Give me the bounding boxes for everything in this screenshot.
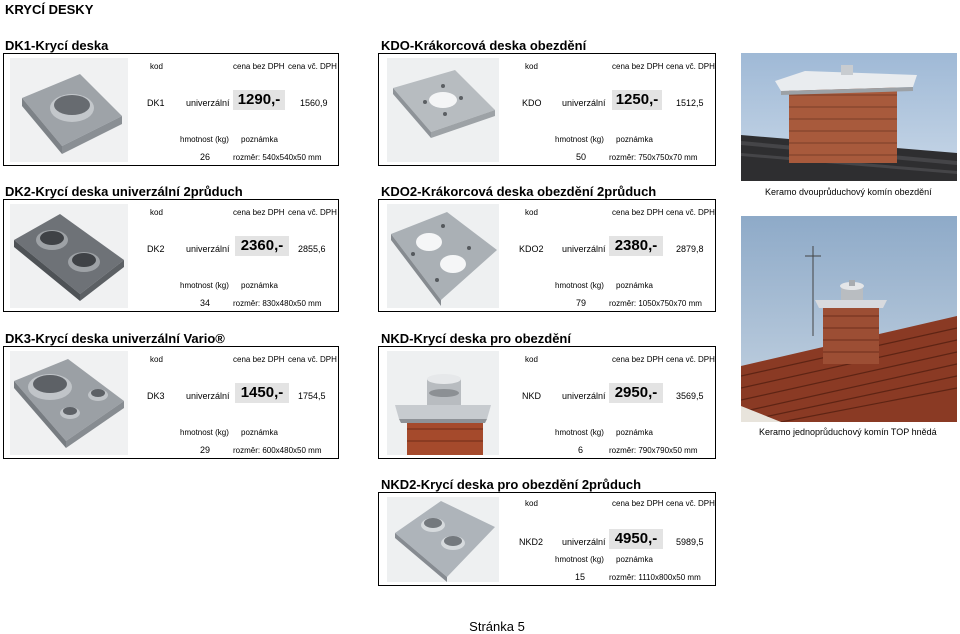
section-title-kdo: KDO-Krákorcová deska obezdění <box>381 38 587 53</box>
price-with-vat: 1560,9 <box>300 98 328 108</box>
header-cena-bez-dph: cena bez DPH <box>612 355 664 364</box>
chimney-caption-double: Keramo dvouprůduchový komín obezdění <box>765 187 932 197</box>
product-image-kdo <box>387 58 499 162</box>
product-image-nkd2 <box>387 497 499 582</box>
header-cena-vc-dph: cena vč. DPH <box>288 208 337 217</box>
header-hmotnost: hmotnost (kg) <box>180 281 229 290</box>
product-code: NKD2 <box>519 537 544 547</box>
price-with-vat: 2879,8 <box>676 244 704 254</box>
header-kod: kod <box>150 355 163 364</box>
product-weight: 34 <box>200 298 211 308</box>
product-note: rozměr: 540x540x50 mm <box>233 153 322 162</box>
header-kod: kod <box>525 208 538 217</box>
header-kod: kod <box>525 499 538 508</box>
header-kod: kod <box>525 62 538 71</box>
product-type: univerzální <box>562 244 606 254</box>
price-with-vat: 2855,6 <box>298 244 326 254</box>
product-type: univerzální <box>562 537 606 547</box>
header-hmotnost: hmotnost (kg) <box>180 428 229 437</box>
product-code: NKD <box>522 391 542 401</box>
product-card-dk1 <box>3 53 339 166</box>
product-code: DK2 <box>147 244 165 254</box>
price-without-vat: 2950,- <box>609 383 663 403</box>
chimney-photo-double <box>741 53 957 181</box>
header-cena-bez-dph: cena bez DPH <box>233 355 285 364</box>
product-note: rozměr: 790x790x50 mm <box>609 446 698 455</box>
header-poznamka: poznámka <box>616 135 653 144</box>
product-card-nkd <box>378 346 716 459</box>
header-kod: kod <box>150 62 163 71</box>
product-type: univerzální <box>562 391 606 401</box>
price-with-vat: 1754,5 <box>298 391 326 401</box>
header-cena-bez-dph: cena bez DPH <box>233 208 285 217</box>
product-card-nkd2 <box>378 492 716 586</box>
product-note: rozměr: 1110x800x50 mm <box>609 573 701 582</box>
header-poznamka: poznámka <box>616 555 653 564</box>
header-cena-vc-dph: cena vč. DPH <box>288 355 337 364</box>
price-without-vat: 1450,- <box>235 383 289 403</box>
product-type: univerzální <box>186 391 230 401</box>
product-image-dk1 <box>10 58 128 162</box>
header-hmotnost: hmotnost (kg) <box>555 281 604 290</box>
price-with-vat: 1512,5 <box>676 98 704 108</box>
header-cena-vc-dph: cena vč. DPH <box>288 62 337 71</box>
product-code: DK3 <box>147 391 165 401</box>
product-card-kdo2 <box>378 199 716 312</box>
price-without-vat: 1250,- <box>612 90 662 110</box>
price-with-vat: 3569,5 <box>676 391 704 401</box>
price-without-vat: 4950,- <box>609 529 663 549</box>
header-cena-bez-dph: cena bez DPH <box>233 62 285 71</box>
product-note: rozměr: 750x750x70 mm <box>609 153 698 162</box>
section-title-kdo2: KDO2-Krákorcová deska obezdění 2průduch <box>381 184 657 199</box>
product-weight: 29 <box>200 445 211 455</box>
product-weight: 50 <box>576 152 587 162</box>
product-weight: 26 <box>200 152 211 162</box>
product-note: rozměr: 1050x750x70 mm <box>609 299 702 308</box>
header-cena-vc-dph: cena vč. DPH <box>666 62 715 71</box>
price-with-vat: 5989,5 <box>676 537 704 547</box>
product-code: DK1 <box>147 98 165 108</box>
header-cena-bez-dph: cena bez DPH <box>612 62 664 71</box>
header-poznamka: poznámka <box>241 135 278 144</box>
product-image-dk2 <box>10 204 128 308</box>
header-hmotnost: hmotnost (kg) <box>555 555 604 564</box>
header-kod: kod <box>150 208 163 217</box>
product-code: KDO <box>522 98 542 108</box>
product-card-kdo <box>378 53 716 166</box>
product-weight: 6 <box>578 445 584 455</box>
product-image-nkd <box>387 351 499 455</box>
product-weight: 15 <box>575 572 586 582</box>
chimney-caption-single: Keramo jednoprůduchový komín TOP hnědá <box>759 427 937 437</box>
header-cena-vc-dph: cena vč. DPH <box>666 355 715 364</box>
product-type: univerzální <box>186 244 230 254</box>
header-hmotnost: hmotnost (kg) <box>180 135 229 144</box>
product-code: KDO2 <box>519 244 544 254</box>
header-cena-vc-dph: cena vč. DPH <box>666 208 715 217</box>
header-cena-bez-dph: cena bez DPH <box>612 208 664 217</box>
product-image-dk3 <box>10 351 128 455</box>
header-cena-vc-dph: cena vč. DPH <box>666 499 715 508</box>
product-note: rozměr: 830x480x50 mm <box>233 299 322 308</box>
section-title-dk1: DK1-Krycí deska <box>5 38 109 53</box>
product-weight: 79 <box>576 298 587 308</box>
header-poznamka: poznámka <box>241 428 278 437</box>
product-type: univerzální <box>186 98 230 108</box>
product-note: rozměr: 600x480x50 mm <box>233 446 322 455</box>
price-without-vat: 1290,- <box>233 90 285 110</box>
page-footer: Stránka 5 <box>469 619 525 634</box>
price-without-vat: 2360,- <box>235 236 289 256</box>
header-poznamka: poznámka <box>616 281 653 290</box>
product-type: univerzální <box>562 98 606 108</box>
header-hmotnost: hmotnost (kg) <box>555 135 604 144</box>
product-card-dk2 <box>3 199 339 312</box>
header-hmotnost: hmotnost (kg) <box>555 428 604 437</box>
chimney-photo-single <box>741 216 957 422</box>
product-card-dk3 <box>3 346 339 459</box>
price-without-vat: 2380,- <box>609 236 663 256</box>
section-title-dk2: DK2-Krycí deska univerzální 2průduch <box>5 184 243 199</box>
header-poznamka: poznámka <box>616 428 653 437</box>
section-title-dk3: DK3-Krycí deska univerzální Vario® <box>5 331 225 346</box>
header-kod: kod <box>525 355 538 364</box>
header-cena-bez-dph: cena bez DPH <box>612 499 664 508</box>
section-title-nkd2: NKD2-Krycí deska pro obezdění 2průduch <box>381 477 642 492</box>
page-title: KRYCÍ DESKY <box>5 2 94 17</box>
product-image-kdo2 <box>387 204 499 308</box>
header-poznamka: poznámka <box>241 281 278 290</box>
section-title-nkd: NKD-Krycí deska pro obezdění <box>381 331 571 346</box>
